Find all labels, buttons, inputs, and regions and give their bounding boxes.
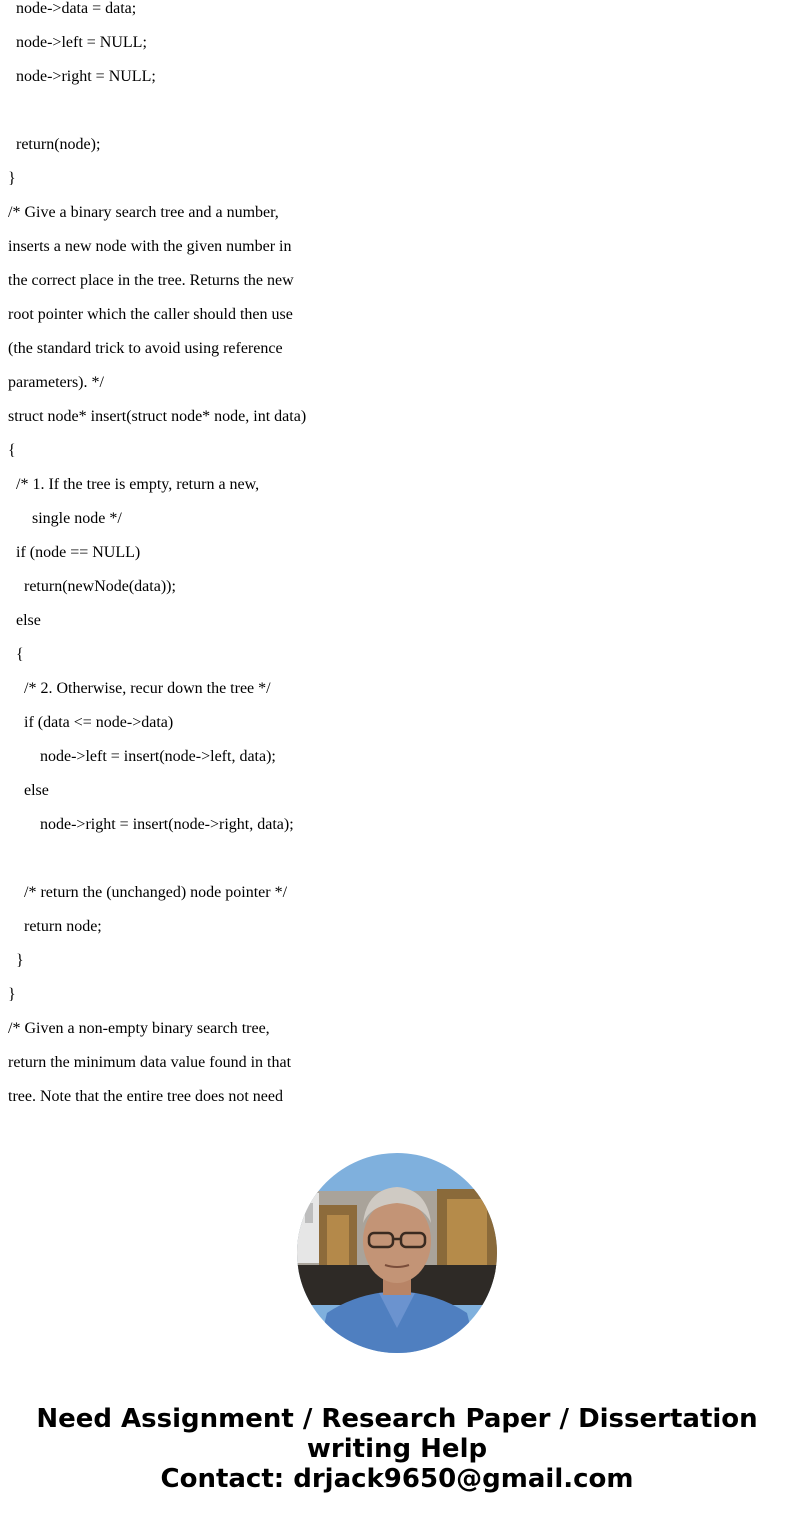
promo-contact-email: Contact: drjack9650@gmail.com — [160, 1464, 634, 1494]
code-line: /* return the (unchanged) node pointer */ — [8, 884, 288, 901]
code-line: return(newNode(data)); — [8, 578, 176, 595]
code-line: node->right = insert(node->right, data); — [8, 816, 294, 833]
author-photo — [297, 1153, 497, 1353]
code-line: if (node == NULL) — [8, 544, 141, 561]
code-line: } — [8, 986, 16, 1003]
code-line: } — [8, 170, 16, 187]
code-line: { — [8, 442, 16, 459]
code-line: (the standard trick to avoid using reference — [8, 340, 283, 357]
code-line: /* Give a binary search tree and a number, — [8, 204, 279, 221]
code-line: { — [8, 646, 24, 663]
code-line: parameters). */ — [8, 374, 104, 391]
code-listing — [8, 0, 306, 1114]
code-line: else — [8, 782, 49, 799]
portrait-image — [297, 1153, 497, 1353]
code-line: inserts a new node with the given number in — [8, 238, 292, 255]
code-line: else — [8, 612, 41, 629]
promo-line-assignment: Need Assignment / Research Paper / Dissertation — [36, 1404, 758, 1434]
code-line: return the minimum data value found in that — [8, 1054, 292, 1071]
code-line: struct node* insert(struct node* node, int data) — [8, 408, 307, 425]
code-line: node->right = NULL; — [8, 68, 156, 85]
code-line: node->left = NULL; — [8, 34, 147, 51]
promo-banner — [0, 1404, 794, 1494]
code-line — [8, 842, 306, 876]
promo-line-help: writing Help — [306, 1434, 488, 1464]
code-line: /* 2. Otherwise, recur down the tree */ — [8, 680, 271, 697]
code-line: /* 1. If the tree is empty, return a new, — [8, 476, 260, 493]
code-line: node->left = insert(node->left, data); — [8, 748, 276, 765]
code-line: root pointer which the caller should then use — [8, 306, 293, 323]
code-line — [8, 94, 306, 128]
code-line: if (data <= node->data) — [8, 714, 174, 731]
code-line: } — [8, 952, 24, 969]
code-line: single node */ — [8, 510, 122, 527]
code-line: node->data = data; — [8, 0, 137, 17]
code-line: return(node); — [8, 136, 101, 153]
code-line: the correct place in the tree. Returns the new — [8, 272, 294, 289]
code-line: return node; — [8, 918, 102, 935]
code-line: tree. Note that the entire tree does not need — [8, 1088, 283, 1105]
code-line: /* Given a non-empty binary search tree, — [8, 1020, 270, 1037]
